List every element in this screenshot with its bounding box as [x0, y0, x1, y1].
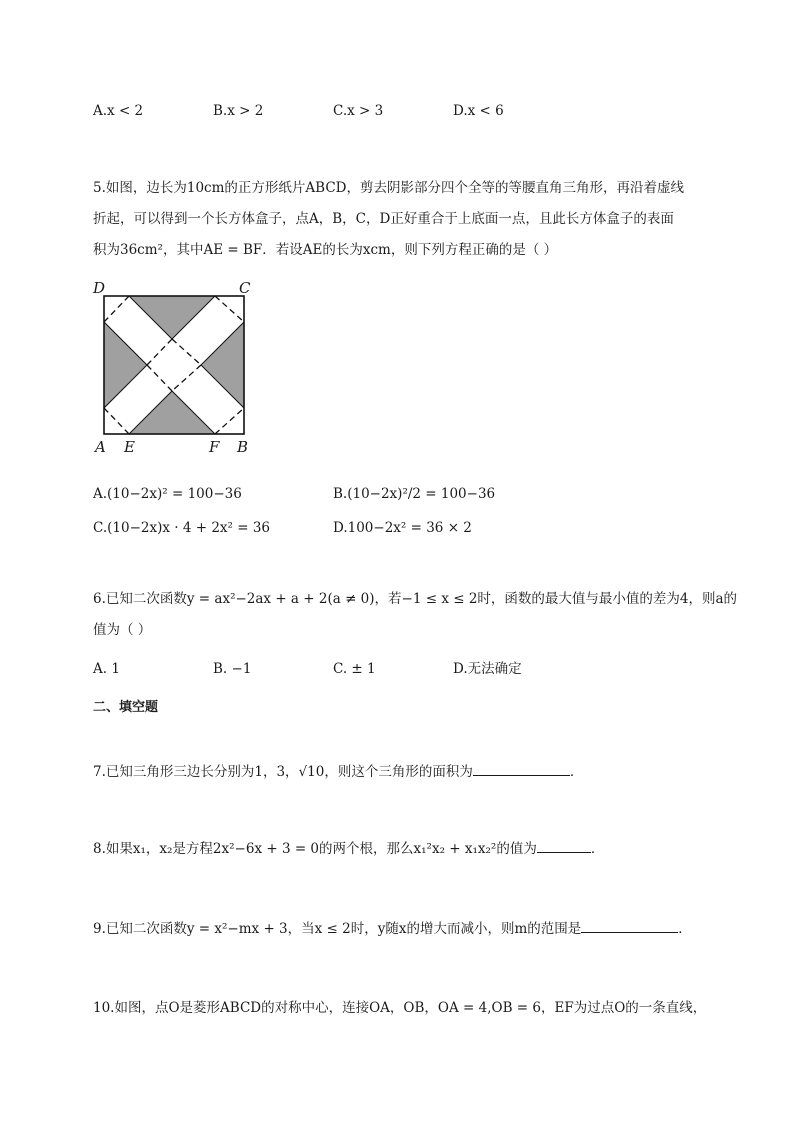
- q4-option-d[interactable]: D.x < 6: [453, 103, 504, 119]
- q9-period: ．: [678, 921, 692, 937]
- q5-option-c[interactable]: C.(10−2x)x · 4 + 2x² = 36: [93, 520, 271, 536]
- q4-option-b[interactable]: B.x > 2: [213, 103, 264, 119]
- q6-option-d[interactable]: D.无法确定: [453, 661, 522, 677]
- q8-stem: [93, 838, 604, 859]
- label-b: B: [237, 438, 249, 456]
- shaded-triangle-left: [104, 322, 147, 408]
- q9-text: 9.已知二次函数y = x²−mx + 3，当x ≤ 2时，y随x的增大而减小，则m的范围是: [93, 921, 582, 937]
- label-f: F: [209, 438, 220, 456]
- shaded-triangle-top: [129, 296, 215, 339]
- q4-option-a[interactable]: A.x < 2: [93, 103, 144, 119]
- q7-answer-blank[interactable]: [473, 761, 570, 776]
- q5-stem-line-2: 折起，可以得到一个长方体盒子，点A，B，C，D正好重合于上底面一点，且此长方体盒子的表面: [93, 211, 674, 227]
- q6-option-b[interactable]: B. −1: [213, 661, 252, 677]
- q7-period: ．: [569, 764, 584, 780]
- q5-square-figure: [100, 293, 250, 438]
- q10-stem-line-1: 10.如图，点O是菱形ABCD的对称中心，连接OA，OB，OA = 4,OB = 6，EF为过点O的一条直线，: [93, 1000, 707, 1016]
- q6-stem-line-2: 值为（ ）: [93, 622, 152, 638]
- q5-option-b[interactable]: B.(10−2x)²/2 = 100−36: [333, 486, 496, 502]
- label-d: D: [93, 279, 106, 297]
- q8-text: 8.如果x₁，x₂是方程2x²−6x + 3 = 0的两个根，那么x₁²x₂ + x₁x₂²的值为: [93, 841, 537, 857]
- shaded-triangle-bottom: [129, 391, 215, 434]
- label-c: C: [239, 279, 251, 297]
- q7-text: 7.已知三角形三边长分别为1，3，√10，则这个三角形的面积为: [93, 764, 473, 780]
- label-e: E: [124, 438, 135, 456]
- q4-option-c[interactable]: C.x > 3: [333, 103, 384, 119]
- q8-period: ．: [590, 841, 605, 857]
- q9-stem: [93, 918, 692, 939]
- q5-option-d[interactable]: D.100−2x² = 36 × 2: [333, 520, 472, 536]
- q7-stem: [93, 761, 583, 782]
- q6-stem-line-1: 6.已知二次函数y = ax²−2ax + a + 2(a ≠ 0)，若−1 ≤ x ≤ 2时，函数的最大值与最小值的差为4，则a的: [93, 591, 738, 607]
- label-a: A: [95, 438, 106, 456]
- q5-stem-line-1: 5.如图，边长为10cm的正方形纸片ABCD，剪去阴影部分四个全等的等腰直角三角形，再沿着虚线: [93, 180, 684, 196]
- q9-answer-blank[interactable]: [581, 918, 678, 933]
- q6-option-c[interactable]: C. ± 1: [333, 661, 376, 677]
- q8-answer-blank[interactable]: [537, 838, 591, 853]
- q5-stem-line-3: 积为36cm²，其中AE = BF．若设AE的长为xcm，则下列方程正确的是（ ）: [93, 242, 558, 258]
- q5-option-a[interactable]: A.(10−2x)² = 100−36: [93, 486, 242, 502]
- shaded-triangle-right: [201, 322, 244, 408]
- section-title-fill-in: 二、填空题: [93, 700, 159, 715]
- q6-option-a[interactable]: A. 1: [93, 661, 120, 677]
